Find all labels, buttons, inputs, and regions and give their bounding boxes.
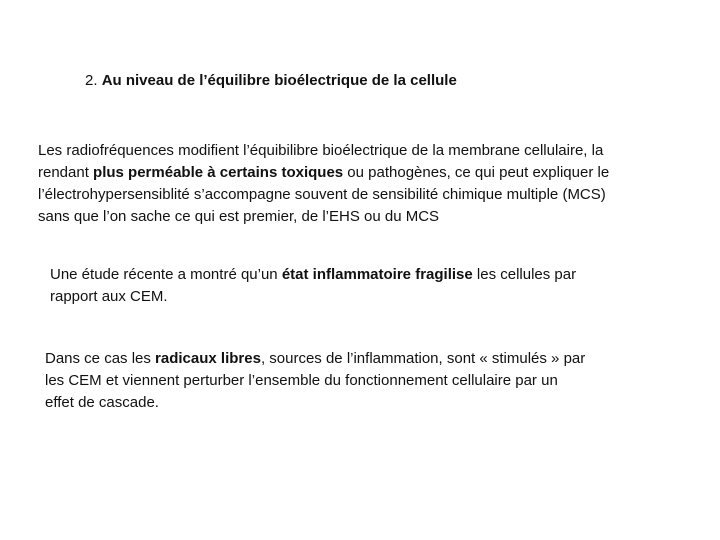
paragraph-line: rapport aux CEM. (50, 288, 168, 305)
text-segment: rendant (38, 164, 94, 181)
heading-title: Au niveau de l’équilibre bioélectrique de la cellule (101, 72, 457, 89)
paragraph-line (45, 348, 655, 370)
emphasis-text: état inflammatoire fragilise (281, 266, 473, 283)
paragraph-membrane (38, 140, 688, 228)
heading-number: 2. (85, 72, 102, 89)
text-segment: ou pathogènes, ce qui peut expliquer le (343, 164, 610, 181)
emphasis-text: radicaux libres (155, 350, 261, 367)
text-segment: Dans ce cas les (45, 350, 156, 367)
section-heading (85, 70, 685, 92)
paragraph-line: Les radiofréquences modifient l’équibilibre bioélectrique de la membrane cellulaire, la (38, 142, 604, 159)
paragraph-inflammation (50, 264, 650, 308)
emphasis-text: plus perméable à certains toxiques (93, 164, 344, 181)
paragraph-line: effet de cascade. (45, 394, 159, 411)
text-segment: , sources de l’inflammation, sont « stimulés » par (260, 350, 586, 367)
paragraph-line (38, 162, 688, 184)
paragraph-free-radicals (45, 348, 655, 414)
paragraph-line: l’électrohypersensiblité s’accompagne souvent de sensibilité chimique multiple (MCS) (38, 186, 606, 203)
text-segment: Une étude récente a montré qu’un (50, 266, 282, 283)
paragraph-line (50, 264, 650, 286)
paragraph-line: les CEM et viennent perturber l’ensemble du fonctionnement cellulaire par un (45, 372, 558, 389)
text-segment: les cellules par (472, 266, 577, 283)
paragraph-line: sans que l’on sache ce qui est premier, de l’EHS ou du MCS (38, 208, 440, 225)
